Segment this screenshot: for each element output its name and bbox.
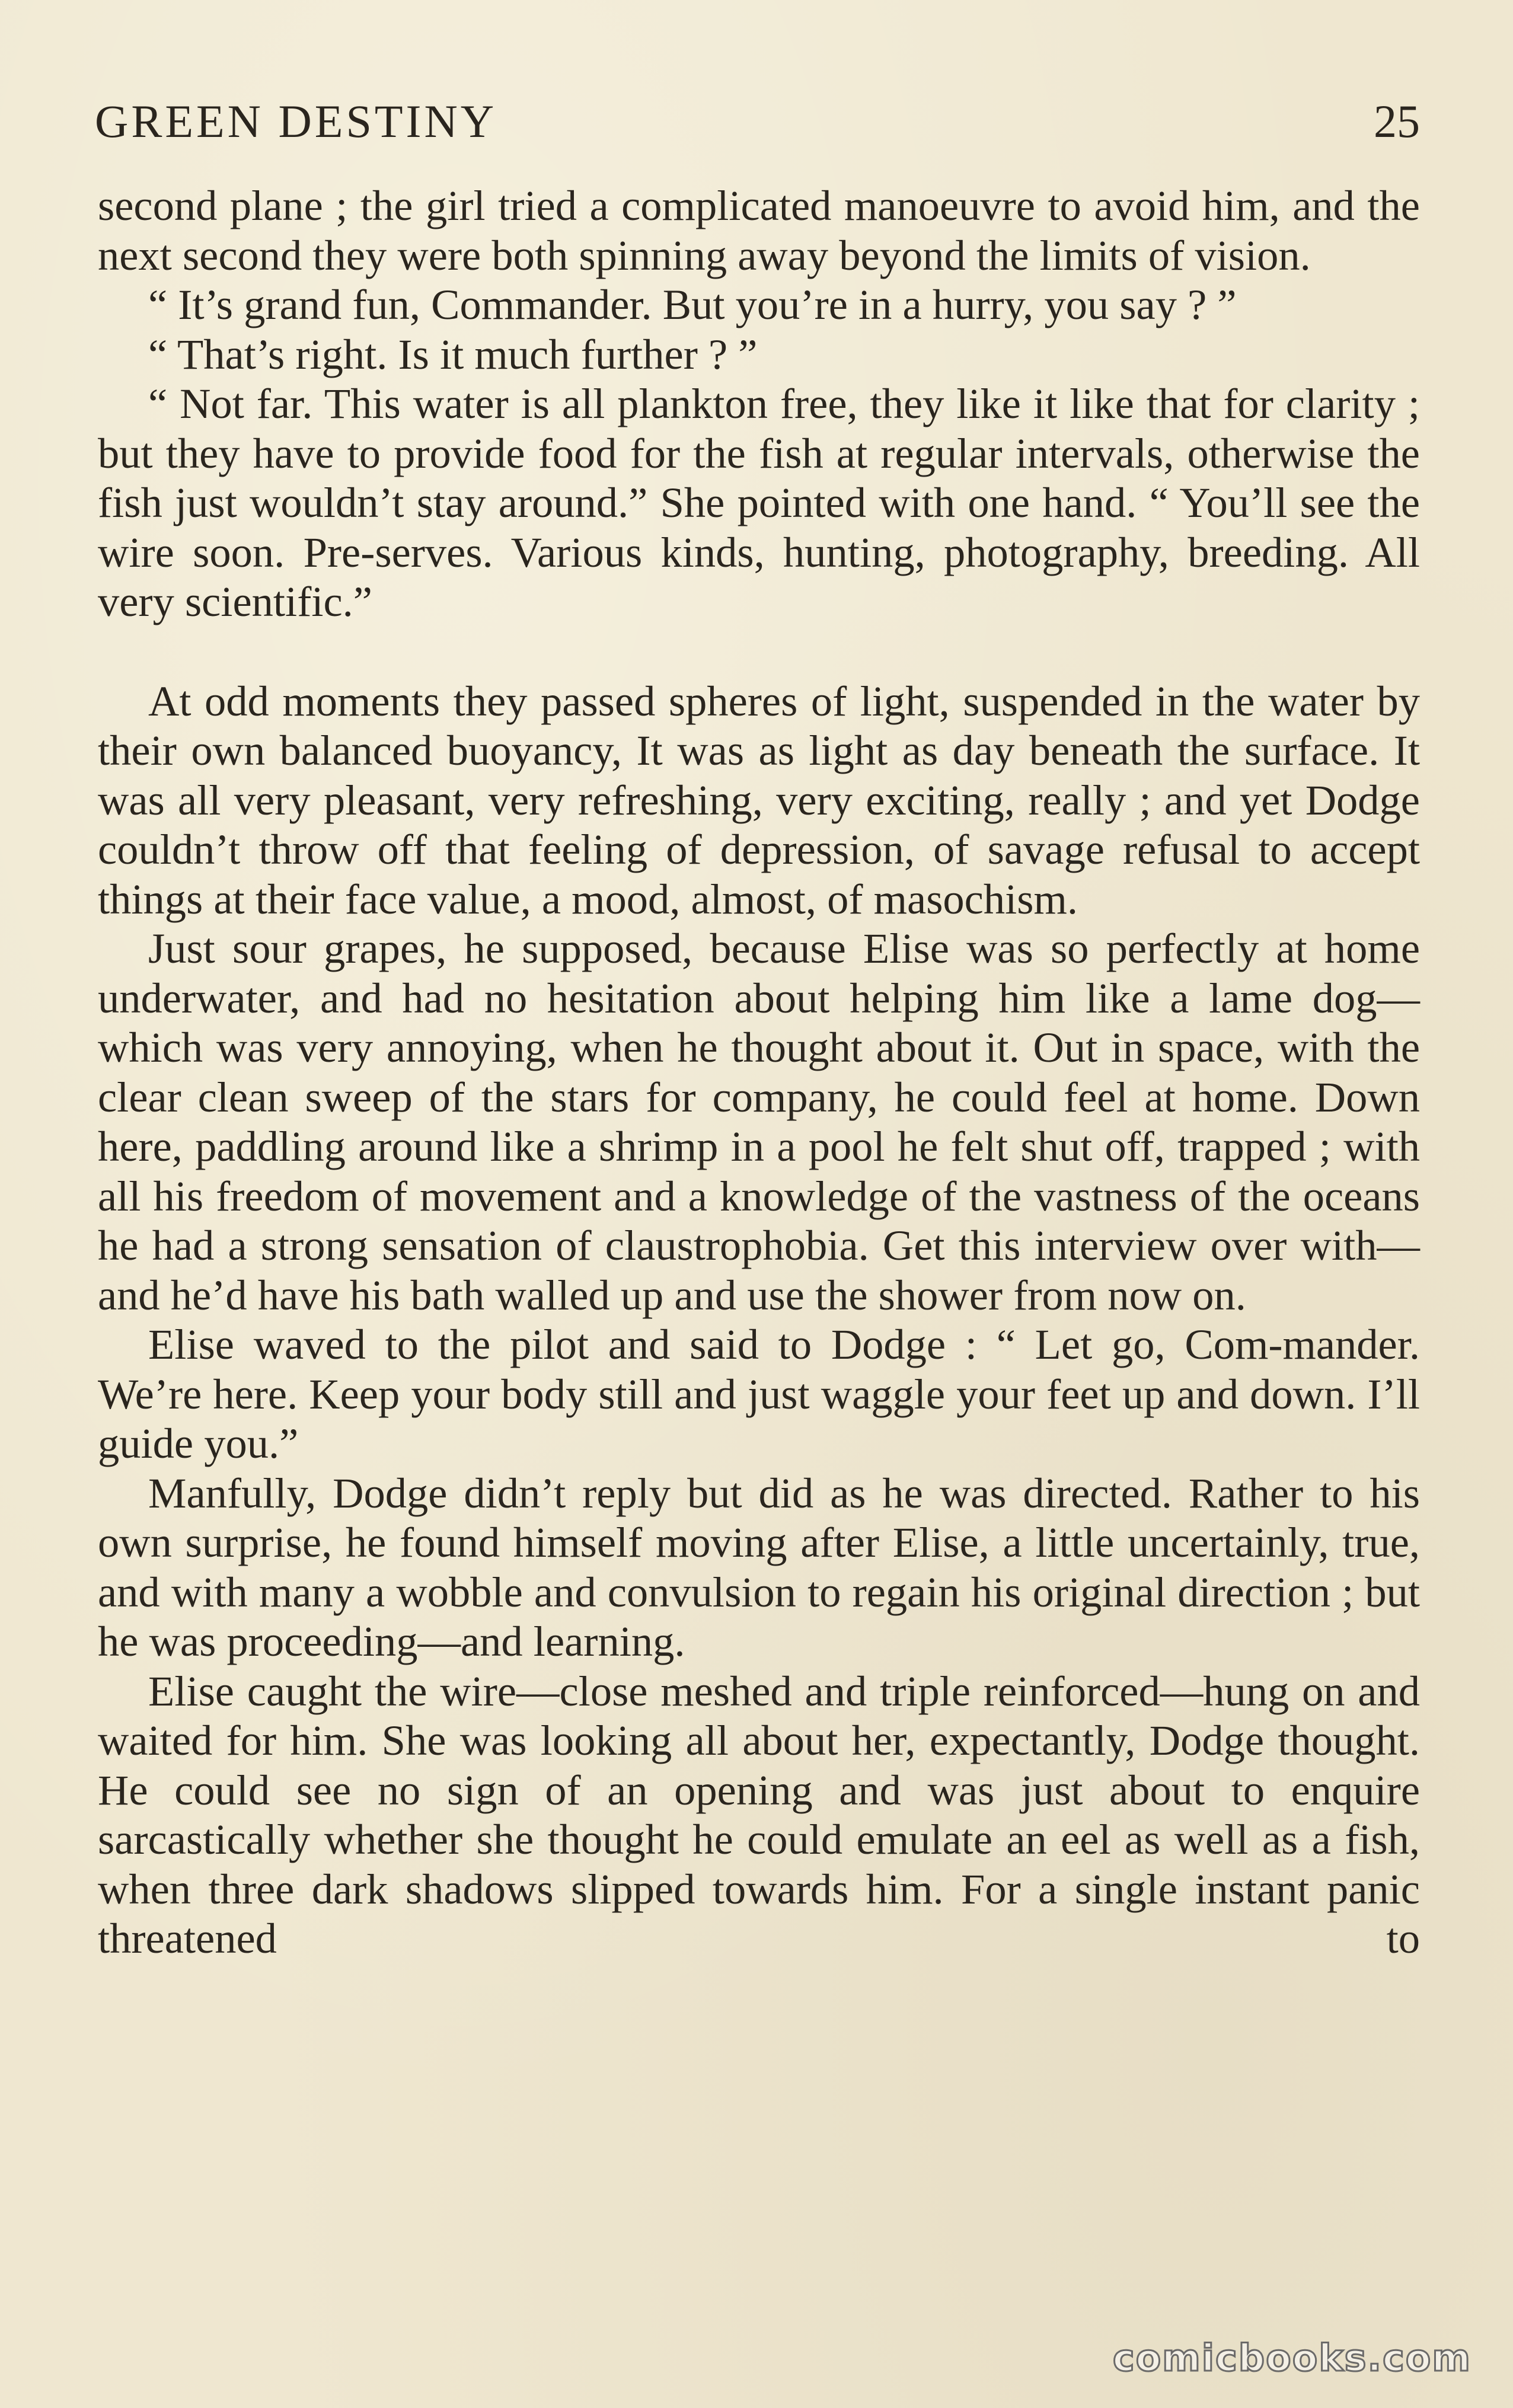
dialogue-paragraph: “ Not far. This water is all plankton free, they like it like that for clarity ; but they have to provide food for the fish at regular intervals, otherwise the fish just wouldn’t stay around.” She pointed with one hand. “ You’ll see the wire soon. Pre-serves. Various kinds, hunting, photography, breeding. All very scientific.” bbox=[98, 379, 1420, 625]
dialogue-paragraph: “ It’s grand fun, Commander. But you’re in a hurry, you say ? ” bbox=[148, 280, 1237, 328]
narrative-paragraph: Elise caught the wire—close meshed and triple reinforced—hung on and waited for him. She was looking all about her, expectantly, Dodge thought. He could see no sign of an opening and was just about to enquire sarcastically whether she thought he could emulate an eel as well as a fish, when three dark shadows slipped towards him. For a single instant panic threatened to bbox=[98, 1666, 1420, 1962]
paragraph-continued: second plane ; the girl tried a complicated manoeuvre to avoid him, and the next second they were both spinning away beyond the limits of vision. bbox=[98, 181, 1420, 279]
dialogue-paragraph: “ That’s right. Is it much further ? ” bbox=[148, 330, 758, 378]
section-break bbox=[98, 627, 1420, 676]
narrative-paragraph: At odd moments they passed spheres of light, suspended in the water by their own balanced buoyancy, It was as light as day beneath the surface. It was all very pleasant, very refreshing, very exciting, really ; and yet Dodge couldn’t throw off that feeling of depression, of savage refusal to accept things at their face value, a mood, almost, of masochism. bbox=[98, 676, 1420, 923]
narrative-paragraph: Just sour grapes, he supposed, because Elise was so perfectly at home underwater, and had no hesitation about helping him like a lame dog—which was very annoying, when he thought about it. Out in space, with the clear clean sweep of the stars for company, he could feel at home. Down here, paddling around like a shrimp in a pool he felt shut off, trapped ; with all his freedom of movement and a knowledge of the vastness of the oceans he had a strong sensation of claustrophobia. Get this interview over with—and he’d have his bath walled up and use the shower from now on. bbox=[98, 924, 1420, 1319]
body-text bbox=[98, 181, 1420, 1963]
narrative-paragraph: Elise waved to the pilot and said to Dodge : “ Let go, Com-mander. We’re here. Keep your body still and just waggle your feet up and down. I’ll guide you.” bbox=[98, 1320, 1420, 1467]
book-title: GREEN DESTINY bbox=[95, 95, 497, 147]
narrative-paragraph: Manfully, Dodge didn’t reply but did as he was directed. Rather to his own surprise, he found himself moving after Elise, a little uncertainly, true, and with many a wobble and convulsion to regain his original direction ; but he was proceeding—and learning. bbox=[98, 1468, 1420, 1665]
watermark-logo: comicbooks.com bbox=[1112, 2336, 1471, 2380]
page-number: 25 bbox=[1374, 95, 1420, 147]
running-head bbox=[95, 89, 1420, 154]
